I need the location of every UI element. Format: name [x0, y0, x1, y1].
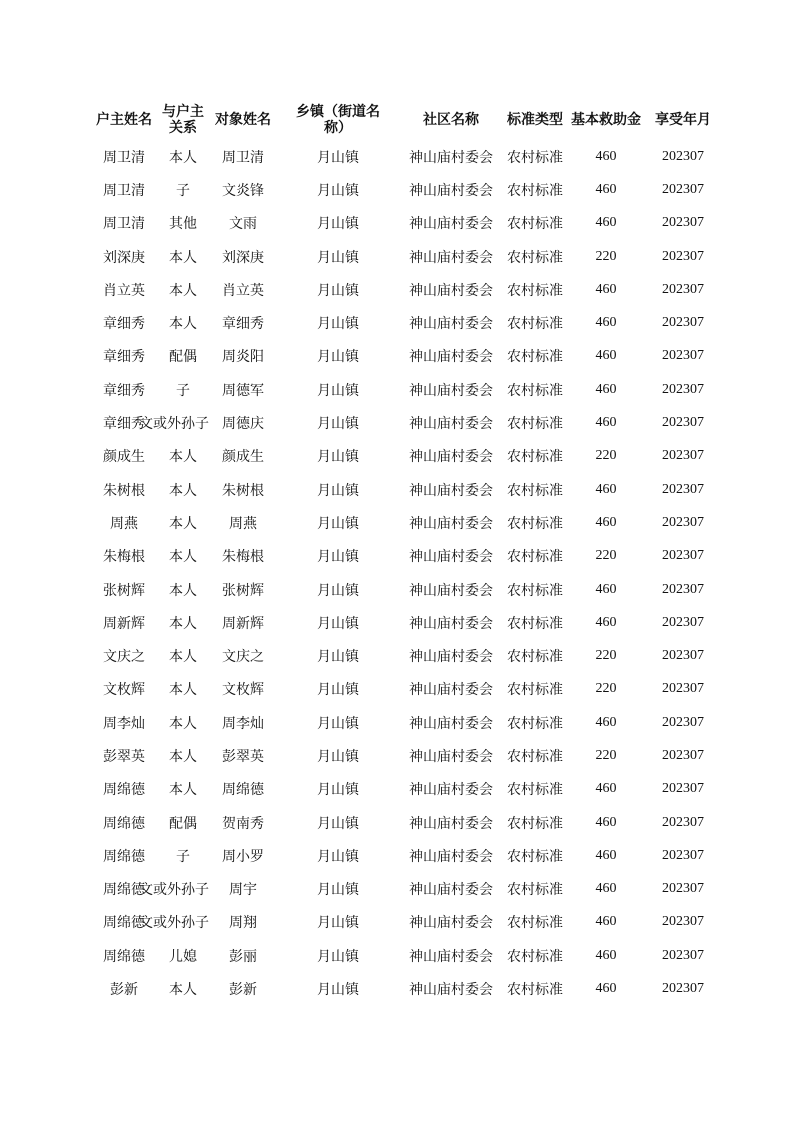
cell-community: 神山庙村委会: [409, 682, 493, 699]
cell-relation: 本人: [169, 249, 197, 266]
cell-community: 神山庙村委会: [409, 182, 493, 199]
cell-period: 202307: [662, 148, 704, 164]
cell-householder: 周绵德: [103, 815, 145, 832]
table-row: [91, 806, 721, 839]
cell-householder: 彭翠英: [103, 748, 145, 765]
cell-community: 神山庙村委会: [409, 815, 493, 832]
table-row: [91, 406, 721, 439]
cell-basic-aid: 460: [595, 315, 617, 331]
table-row: [91, 240, 721, 273]
cell-basic-aid: 460: [595, 981, 617, 997]
cell-standard-type: 农村标准: [507, 549, 563, 566]
header-community: 社区名称: [423, 112, 479, 128]
cell-period: 202307: [662, 981, 704, 997]
cell-town: 月山镇: [317, 982, 359, 999]
cell-standard-type: 农村标准: [507, 948, 563, 965]
cell-standard-type: 农村标准: [507, 815, 563, 832]
cell-householder: 肖立英: [103, 282, 145, 299]
cell-town: 月山镇: [317, 649, 359, 666]
table-row: [91, 373, 721, 406]
cell-period: 202307: [662, 548, 704, 564]
cell-town: 月山镇: [317, 715, 359, 732]
cell-recipient: 周卫清: [222, 149, 264, 166]
table-row: [91, 606, 721, 639]
cell-period: 202307: [662, 581, 704, 597]
cell-standard-type: 农村标准: [507, 249, 563, 266]
cell-standard-type: 农村标准: [507, 982, 563, 999]
cell-standard-type: 农村标准: [507, 316, 563, 333]
table-row: [91, 739, 721, 772]
cell-relation: 儿媳: [169, 948, 197, 965]
cell-community: 神山庙村委会: [409, 782, 493, 799]
cell-standard-type: 农村标准: [507, 182, 563, 199]
cell-recipient: 周绵德: [222, 782, 264, 799]
cell-town: 月山镇: [317, 615, 359, 632]
cell-basic-aid: 220: [595, 747, 617, 763]
cell-recipient: 周翔: [229, 915, 257, 932]
cell-relation: 本人: [169, 715, 197, 732]
table-row: [91, 673, 721, 706]
cell-basic-aid: 460: [595, 215, 617, 231]
cell-basic-aid: 220: [595, 648, 617, 664]
cell-town: 月山镇: [317, 382, 359, 399]
cell-recipient: 周新辉: [222, 615, 264, 632]
cell-basic-aid: 460: [595, 914, 617, 930]
cell-basic-aid: 460: [595, 514, 617, 530]
table-row: [91, 573, 721, 606]
cell-community: 神山庙村委会: [409, 549, 493, 566]
cell-standard-type: 农村标准: [507, 615, 563, 632]
cell-community: 神山庙村委会: [409, 382, 493, 399]
table-row: [91, 839, 721, 872]
cell-recipient: 周炎阳: [222, 349, 264, 366]
cell-relation: 本人: [169, 482, 197, 499]
cell-community: 神山庙村委会: [409, 515, 493, 532]
cell-period: 202307: [662, 481, 704, 497]
cell-relation: 子: [176, 848, 190, 865]
header-town: 乡镇（街道名 称）: [296, 104, 380, 136]
cell-community: 神山庙村委会: [409, 449, 493, 466]
cell-relation: 本人: [169, 582, 197, 599]
table-row: [91, 540, 721, 573]
cell-period: 202307: [662, 181, 704, 197]
header-recipient: 对象姓名: [215, 112, 271, 128]
cell-basic-aid: 220: [595, 248, 617, 264]
cell-basic-aid: 460: [595, 881, 617, 897]
cell-town: 月山镇: [317, 815, 359, 832]
cell-recipient: 张树辉: [222, 582, 264, 599]
cell-community: 神山庙村委会: [409, 582, 493, 599]
cell-standard-type: 农村标准: [507, 482, 563, 499]
cell-community: 神山庙村委会: [409, 649, 493, 666]
table-row: [91, 706, 721, 739]
cell-relation: 文或外孙子: [139, 915, 209, 932]
cell-householder: 周卫清: [103, 149, 145, 166]
cell-community: 神山庙村委会: [409, 948, 493, 965]
cell-community: 神山庙村委会: [409, 216, 493, 233]
cell-town: 月山镇: [317, 282, 359, 299]
cell-basic-aid: 460: [595, 581, 617, 597]
table-row: [91, 473, 721, 506]
cell-recipient: 刘深庚: [222, 249, 264, 266]
cell-period: 202307: [662, 648, 704, 664]
cell-town: 月山镇: [317, 449, 359, 466]
table-row: [91, 306, 721, 339]
cell-standard-type: 农村标准: [507, 649, 563, 666]
cell-relation: 本人: [169, 449, 197, 466]
cell-householder: 文庆之: [103, 649, 145, 666]
cell-town: 月山镇: [317, 948, 359, 965]
cell-town: 月山镇: [317, 782, 359, 799]
cell-community: 神山庙村委会: [409, 748, 493, 765]
cell-householder: 周李灿: [103, 715, 145, 732]
cell-recipient: 朱梅根: [222, 549, 264, 566]
cell-recipient: 文枚辉: [222, 682, 264, 699]
cell-recipient: 贺南秀: [222, 815, 264, 832]
cell-town: 月山镇: [317, 482, 359, 499]
cell-relation: 子: [176, 382, 190, 399]
cell-standard-type: 农村标准: [507, 416, 563, 433]
cell-standard-type: 农村标准: [507, 882, 563, 899]
cell-basic-aid: 460: [595, 947, 617, 963]
cell-householder: 周绵德: [103, 915, 145, 932]
cell-community: 神山庙村委会: [409, 482, 493, 499]
cell-standard-type: 农村标准: [507, 282, 563, 299]
table-row: [91, 273, 721, 306]
table-row: [91, 906, 721, 939]
cell-recipient: 文雨: [229, 216, 257, 233]
cell-householder: 周新辉: [103, 615, 145, 632]
cell-period: 202307: [662, 281, 704, 297]
cell-relation: 本人: [169, 649, 197, 666]
cell-recipient: 周小罗: [222, 848, 264, 865]
header-basic-aid: 基本救助金: [571, 112, 641, 128]
cell-basic-aid: 460: [595, 781, 617, 797]
cell-recipient: 周德军: [222, 382, 264, 399]
cell-town: 月山镇: [317, 915, 359, 932]
cell-community: 神山庙村委会: [409, 848, 493, 865]
cell-recipient: 周宇: [229, 882, 257, 899]
cell-period: 202307: [662, 381, 704, 397]
cell-period: 202307: [662, 248, 704, 264]
cell-standard-type: 农村标准: [507, 782, 563, 799]
cell-period: 202307: [662, 747, 704, 763]
cell-householder: 刘深庚: [103, 249, 145, 266]
cell-householder: 周绵德: [103, 782, 145, 799]
cell-basic-aid: 220: [595, 681, 617, 697]
cell-standard-type: 农村标准: [507, 349, 563, 366]
header-period: 享受年月: [655, 112, 711, 128]
cell-period: 202307: [662, 914, 704, 930]
cell-town: 月山镇: [317, 549, 359, 566]
cell-recipient: 周德庆: [222, 416, 264, 433]
cell-recipient: 周燕: [229, 515, 257, 532]
table-row: [91, 340, 721, 373]
cell-basic-aid: 460: [595, 415, 617, 431]
cell-standard-type: 农村标准: [507, 748, 563, 765]
cell-relation: 本人: [169, 782, 197, 799]
table-row: [91, 939, 721, 972]
cell-community: 神山庙村委会: [409, 316, 493, 333]
cell-basic-aid: 220: [595, 448, 617, 464]
cell-period: 202307: [662, 614, 704, 630]
cell-relation: 本人: [169, 149, 197, 166]
cell-standard-type: 农村标准: [507, 915, 563, 932]
header-householder: 户主姓名: [96, 112, 152, 128]
cell-recipient: 章细秀: [222, 316, 264, 333]
cell-householder: 颜成生: [103, 449, 145, 466]
table-row: [91, 140, 721, 173]
cell-town: 月山镇: [317, 216, 359, 233]
cell-relation: 其他: [169, 216, 197, 233]
cell-basic-aid: 460: [595, 148, 617, 164]
cell-period: 202307: [662, 315, 704, 331]
cell-town: 月山镇: [317, 149, 359, 166]
cell-period: 202307: [662, 947, 704, 963]
cell-standard-type: 农村标准: [507, 848, 563, 865]
cell-relation: 文或外孙子: [139, 882, 209, 899]
cell-town: 月山镇: [317, 582, 359, 599]
cell-period: 202307: [662, 448, 704, 464]
cell-relation: 配偶: [169, 349, 197, 366]
cell-recipient: 彭翠英: [222, 748, 264, 765]
header-relation: 与户主 关系: [162, 104, 204, 136]
cell-basic-aid: 460: [595, 714, 617, 730]
cell-relation: 本人: [169, 515, 197, 532]
cell-householder: 朱树根: [103, 482, 145, 499]
cell-householder: 章细秀: [103, 316, 145, 333]
cell-recipient: 文庆之: [222, 649, 264, 666]
cell-town: 月山镇: [317, 416, 359, 433]
cell-community: 神山庙村委会: [409, 915, 493, 932]
table-row: [91, 639, 721, 672]
cell-community: 神山庙村委会: [409, 615, 493, 632]
cell-basic-aid: 460: [595, 348, 617, 364]
cell-basic-aid: 460: [595, 847, 617, 863]
cell-householder: 文枚辉: [103, 682, 145, 699]
table-row: [91, 173, 721, 206]
cell-period: 202307: [662, 415, 704, 431]
cell-period: 202307: [662, 814, 704, 830]
relief-table: [91, 100, 721, 1006]
cell-period: 202307: [662, 514, 704, 530]
cell-relation: 本人: [169, 282, 197, 299]
cell-town: 月山镇: [317, 882, 359, 899]
cell-standard-type: 农村标准: [507, 682, 563, 699]
cell-basic-aid: 460: [595, 614, 617, 630]
cell-relation: 本人: [169, 982, 197, 999]
cell-householder: 张树辉: [103, 582, 145, 599]
cell-period: 202307: [662, 714, 704, 730]
cell-standard-type: 农村标准: [507, 449, 563, 466]
cell-relation: 配偶: [169, 815, 197, 832]
cell-town: 月山镇: [317, 682, 359, 699]
table-row: [91, 873, 721, 906]
cell-town: 月山镇: [317, 182, 359, 199]
cell-householder: 周绵德: [103, 848, 145, 865]
cell-standard-type: 农村标准: [507, 149, 563, 166]
cell-householder: 周卫清: [103, 216, 145, 233]
cell-standard-type: 农村标准: [507, 715, 563, 732]
cell-town: 月山镇: [317, 515, 359, 532]
cell-relation: 本人: [169, 316, 197, 333]
table-row: [91, 972, 721, 1005]
cell-standard-type: 农村标准: [507, 582, 563, 599]
cell-basic-aid: 460: [595, 814, 617, 830]
cell-basic-aid: 460: [595, 281, 617, 297]
cell-basic-aid: 460: [595, 181, 617, 197]
cell-householder: 周卫清: [103, 182, 145, 199]
cell-community: 神山庙村委会: [409, 282, 493, 299]
cell-recipient: 彭新: [229, 982, 257, 999]
cell-recipient: 肖立英: [222, 282, 264, 299]
cell-community: 神山庙村委会: [409, 882, 493, 899]
cell-householder: 周绵德: [103, 948, 145, 965]
cell-period: 202307: [662, 215, 704, 231]
cell-community: 神山庙村委会: [409, 249, 493, 266]
header-standard-type: 标准类型: [507, 112, 563, 128]
cell-period: 202307: [662, 781, 704, 797]
cell-householder: 朱梅根: [103, 549, 145, 566]
cell-standard-type: 农村标准: [507, 216, 563, 233]
cell-town: 月山镇: [317, 748, 359, 765]
cell-householder: 章细秀: [103, 382, 145, 399]
cell-basic-aid: 220: [595, 548, 617, 564]
cell-community: 神山庙村委会: [409, 416, 493, 433]
table-body: [91, 140, 721, 1006]
cell-householder: 周燕: [110, 515, 138, 532]
cell-recipient: 彭丽: [229, 948, 257, 965]
cell-town: 月山镇: [317, 349, 359, 366]
cell-community: 神山庙村委会: [409, 715, 493, 732]
cell-householder: 彭新: [110, 982, 138, 999]
cell-period: 202307: [662, 681, 704, 697]
cell-period: 202307: [662, 348, 704, 364]
cell-relation: 本人: [169, 549, 197, 566]
cell-recipient: 颜成生: [222, 449, 264, 466]
table-row: [91, 773, 721, 806]
cell-recipient: 朱树根: [222, 482, 264, 499]
cell-town: 月山镇: [317, 848, 359, 865]
table-row: [91, 207, 721, 240]
table-row: [91, 506, 721, 539]
cell-basic-aid: 460: [595, 481, 617, 497]
cell-recipient: 文炎锋: [222, 182, 264, 199]
cell-relation: 子: [176, 182, 190, 199]
cell-community: 神山庙村委会: [409, 982, 493, 999]
cell-relation: 本人: [169, 682, 197, 699]
cell-householder: 周绵德: [103, 882, 145, 899]
cell-town: 月山镇: [317, 316, 359, 333]
cell-householder: 章细秀: [103, 416, 145, 433]
header-row: [91, 100, 721, 140]
cell-town: 月山镇: [317, 249, 359, 266]
table-row: [91, 440, 721, 473]
cell-basic-aid: 460: [595, 381, 617, 397]
cell-standard-type: 农村标准: [507, 515, 563, 532]
cell-community: 神山庙村委会: [409, 149, 493, 166]
cell-relation: 本人: [169, 615, 197, 632]
cell-householder: 章细秀: [103, 349, 145, 366]
cell-period: 202307: [662, 847, 704, 863]
cell-standard-type: 农村标准: [507, 382, 563, 399]
cell-relation: 本人: [169, 748, 197, 765]
assistance-list: [91, 100, 721, 1006]
cell-relation: 文或外孙子: [139, 416, 209, 433]
cell-period: 202307: [662, 881, 704, 897]
cell-recipient: 周李灿: [222, 715, 264, 732]
cell-community: 神山庙村委会: [409, 349, 493, 366]
